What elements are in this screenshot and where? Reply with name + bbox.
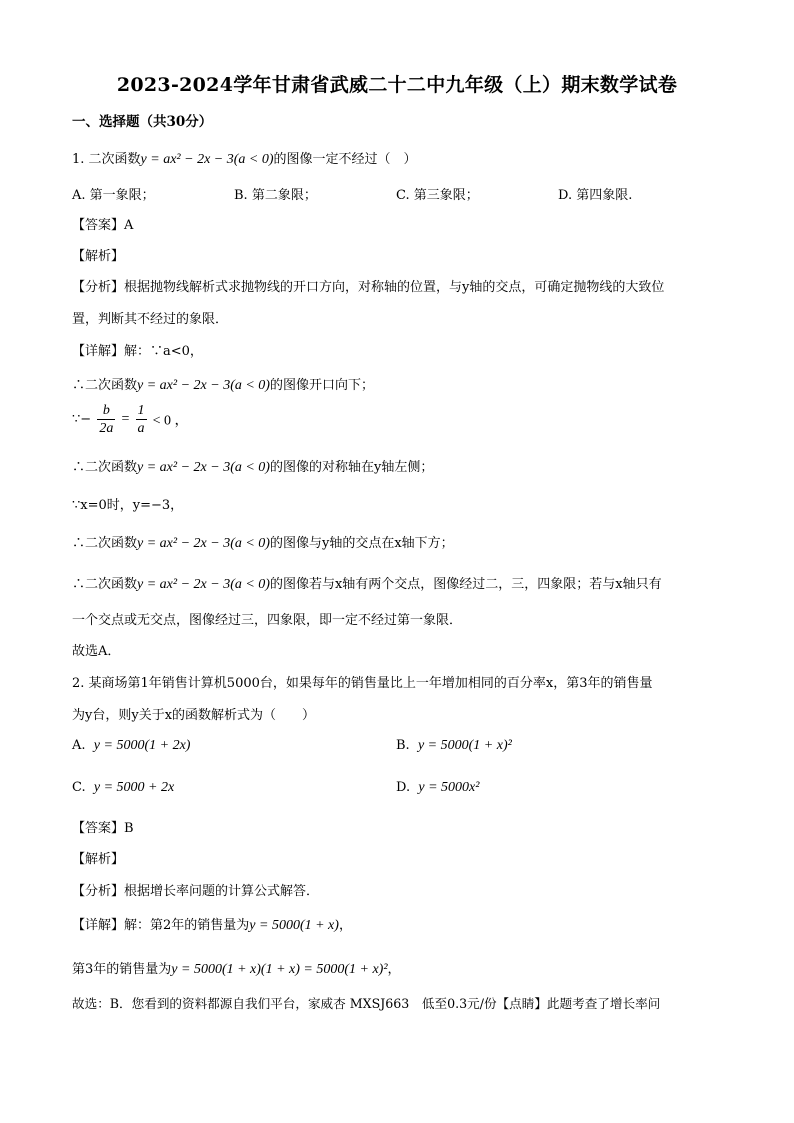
q2-detail-math: y = 5000(1 + x)	[249, 918, 339, 933]
q1-step5-pre: ∴二次函数	[72, 536, 138, 551]
q1-step3-math: y = ax² − 2x − 3(a < 0)	[137, 460, 270, 475]
q1-step1-pre: ∴二次函数	[72, 378, 138, 393]
q1-option-d: D. 第四象限.	[558, 188, 633, 203]
q2-option-b-label: B.	[396, 738, 410, 753]
q1-step2-pre: ∵−	[72, 412, 92, 427]
q1-step5	[72, 532, 454, 552]
q1-number: 1. 二次函数	[72, 152, 141, 167]
q1-answer: 【答案】A	[72, 218, 134, 233]
q2-option-c	[72, 780, 174, 796]
q1-function: y = ax² − 2x − 3(a < 0)	[140, 152, 274, 167]
q1-option-b: B. 第二象限；	[234, 188, 317, 203]
q2-detail-post: ，	[338, 918, 352, 933]
q1-step3	[72, 456, 433, 476]
fraction-numerator: b	[97, 402, 115, 420]
q2-stem-line1: 2. 某商场第1年销售计算机5000台，如果每年的销售量比上一年增加相同的百分率x，第3年的销售量	[72, 676, 653, 691]
q1-step2	[72, 402, 189, 437]
q2-option-c-label: C.	[72, 780, 86, 795]
q2-third-year	[72, 958, 401, 978]
q1-step6-post: 的图像若与x轴有两个交点，图像经过二，三，四象限；若与x轴只有	[269, 577, 662, 592]
q1-option-a: A. 第一象限；	[72, 188, 155, 203]
q2-third-pre: 第3年的销售量为	[72, 962, 172, 977]
q1-analysis-line2: 置，判断其不经过的象限．	[72, 312, 229, 327]
q1-step4: ∵x=0时，y=−3，	[72, 498, 184, 513]
section-heading: 一、选择题（共30分）	[72, 114, 213, 130]
fraction-denominator: a	[137, 421, 145, 436]
q1-fraction-b-over-2a	[97, 402, 115, 437]
fraction-denominator: 2a	[99, 421, 114, 436]
q1-step1	[72, 374, 374, 394]
q1-analysis-line1: 【分析】根据抛物线解析式求抛物线的开口方向，对称轴的位置，与y轴的交点，可确定抛物线的大致位	[72, 280, 665, 295]
q2-answer: 【答案】B	[72, 821, 134, 836]
q1-step3-post: 的图像的对称轴在y轴左侧；	[269, 460, 434, 475]
q1-step6	[72, 573, 662, 593]
q1-step3-pre: ∴二次函数	[72, 460, 138, 475]
q2-option-a-math: y = 5000(1 + 2x)	[93, 738, 191, 753]
q1-step5-post: 的图像与y轴的交点在x轴下方；	[269, 536, 454, 551]
q2-option-d-math: y = 5000x²	[418, 780, 480, 795]
q2-detail	[72, 914, 352, 934]
q1-fraction-1-over-a	[136, 402, 147, 437]
q1-option-c: C. 第三象限；	[396, 188, 479, 203]
q1-step5-math: y = ax² − 2x − 3(a < 0)	[137, 536, 270, 551]
q1-step2-post: < 0 ，	[152, 413, 189, 429]
q2-jiexi: 【解析】	[72, 852, 125, 867]
q2-third-math: y = 5000(1 + x)(1 + x) = 5000(1 + x)²	[171, 962, 388, 977]
q1-jiexi: 【解析】	[72, 249, 125, 264]
q1-step1-post: 的图像开口向下；	[269, 378, 374, 393]
q2-detail-pre: 【详解】解：第2年的销售量为	[72, 918, 250, 933]
q2-option-d	[396, 780, 479, 796]
q1-step6-line2: 一个交点或无交点，图像经过三，四象限，即一定不经过第一象限．	[72, 613, 463, 628]
q2-option-d-label: D.	[396, 780, 411, 795]
q1-step1-math: y = ax² − 2x − 3(a < 0)	[137, 378, 270, 393]
q1-step6-pre: ∴二次函数	[72, 577, 138, 592]
q2-option-b	[396, 738, 512, 754]
q2-option-b-math: y = 5000(1 + x)²	[417, 738, 512, 753]
page-title: 2023-2024学年甘肃省武威二十二中九年级（上）期末数学试卷	[116, 74, 678, 96]
q2-option-c-math: y = 5000 + 2x	[93, 780, 175, 795]
q2-option-a	[72, 738, 190, 754]
q1-step2-equals: =	[121, 411, 130, 427]
q2-analysis: 【分析】根据增长率问题的计算公式解答．	[72, 884, 320, 899]
q2-stem-line2: 为y台，则y关于x的函数解析式为（ ）	[72, 708, 316, 723]
fraction-numerator: 1	[137, 403, 145, 418]
q1-stem	[72, 148, 417, 168]
q2-option-a-label: A.	[72, 738, 86, 753]
q1-detail-start: 【详解】解：∵a<0，	[72, 344, 203, 359]
q1-choose: 故选A．	[72, 644, 121, 659]
q2-last-line: 故选：B．您看到的资料都源自我们平台，家威杏 MXSJ663 低至0.3元/份【点睛】此题考查了增长率问	[72, 996, 661, 1011]
q2-third-post: ，	[387, 962, 401, 977]
q1-step6-math: y = ax² − 2x − 3(a < 0)	[137, 577, 270, 592]
q1-stem-end: 的图像一定不经过（ ）	[273, 152, 417, 167]
